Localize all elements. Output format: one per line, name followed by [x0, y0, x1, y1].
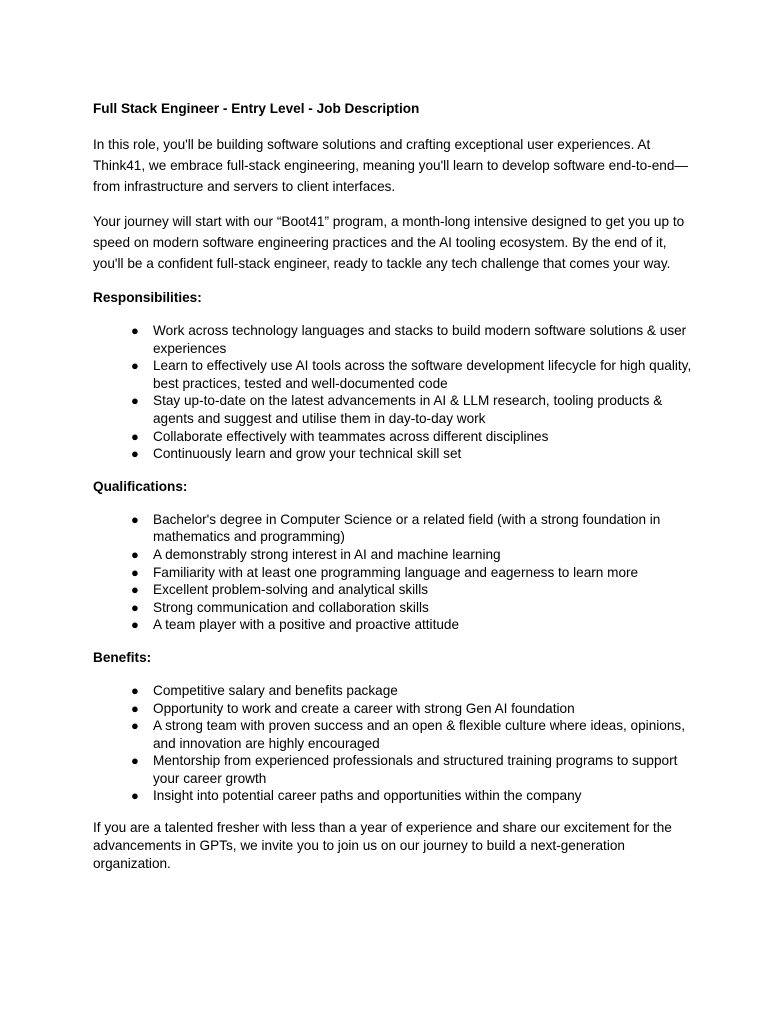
- document-page: [93, 99, 693, 887]
- closing-paragraph: If you are a talented fresher with less than a year of experience and share our excitement for the advancements in GPTs, we invite you to join us on our journey to build a next-generation organization.: [93, 820, 672, 872]
- list-item-text: Work across technology languages and stacks to build modern software solutions & user experiences: [153, 323, 687, 356]
- qualifications-heading: Qualifications:: [93, 478, 188, 494]
- bullet-icon: ●: [131, 582, 139, 598]
- list-item: [93, 599, 693, 617]
- bullet-icon: ●: [131, 511, 139, 527]
- bullet-icon: ●: [131, 753, 139, 769]
- list-item-text: A demonstrably strong interest in AI and machine learning: [153, 546, 501, 562]
- bullet-icon: ●: [131, 617, 139, 633]
- intro-paragraph-2: Your journey will start with our “Boot41” program, a month-long intensive designed to get you up to speed on modern software engineering practices and the AI tooling ecosystem. By the end of it, you'll be a confident full-stack engineer, ready to tackle any tech challenge that comes your way.: [93, 214, 685, 271]
- list-item-text: Strong communication and collaboration skills: [153, 599, 429, 615]
- benefits-list: [93, 682, 693, 805]
- bullet-icon: ●: [131, 393, 139, 409]
- bullet-icon: ●: [131, 546, 139, 562]
- list-item-text: A strong team with proven success and an open & flexible culture where ideas, opinions, and innovation are highly encouraged: [153, 718, 685, 751]
- qualifications-list: [93, 511, 693, 634]
- list-item-text: Familiarity with at least one programming language and eagerness to learn more: [153, 564, 639, 580]
- responsibilities-list: [93, 322, 693, 463]
- list-item: [93, 752, 693, 787]
- bullet-icon: ●: [131, 323, 139, 338]
- bullet-icon: ●: [131, 446, 139, 462]
- list-item-text: Collaborate effectively with teammates across different disciplines: [153, 428, 549, 444]
- list-item-text: A team player with a positive and proactive attitude: [153, 617, 460, 633]
- list-item: [93, 564, 693, 582]
- bullet-icon: ●: [131, 564, 139, 580]
- list-item-text: Stay up-to-date on the latest advancements in AI & LLM research, tooling products & agents and suggest and utilise them in day-to-day work: [153, 393, 663, 426]
- benefits-heading: Benefits:: [93, 649, 152, 665]
- bullet-icon: ●: [131, 788, 139, 804]
- list-item-text: Bachelor's degree in Computer Science or a related field (with a strong foundation in mathematics and programming): [153, 511, 661, 545]
- list-item: [93, 546, 693, 564]
- list-item: [93, 357, 693, 392]
- list-item: [93, 428, 693, 446]
- bullet-icon: ●: [131, 700, 139, 716]
- list-item-text: Opportunity to work and create a career with strong Gen AI foundation: [153, 700, 575, 716]
- list-item: [93, 787, 693, 805]
- list-item: [93, 511, 693, 546]
- responsibilities-heading: Responsibilities:: [93, 290, 202, 305]
- list-item: [93, 700, 693, 718]
- list-item: [93, 392, 693, 427]
- bullet-icon: ●: [131, 599, 139, 615]
- list-item: [93, 717, 693, 752]
- list-item-text: Excellent problem-solving and analytical skills: [153, 582, 429, 598]
- list-item: [93, 581, 693, 599]
- list-item: [93, 682, 693, 700]
- bullet-icon: ●: [131, 682, 139, 698]
- list-item-text: Competitive salary and benefits package: [153, 682, 398, 698]
- list-item-text: Mentorship from experienced professionals and structured training programs to support your career growth: [153, 753, 678, 786]
- bullet-icon: ●: [131, 718, 139, 734]
- list-item-text: Continuously learn and grow your technical skill set: [153, 446, 462, 462]
- list-item-text: Learn to effectively use AI tools across the software development lifecycle for high quality, best practices, tested and well-documented code: [153, 358, 692, 391]
- bullet-icon: ●: [131, 358, 139, 374]
- intro-paragraph-1: In this role, you'll be building software solutions and crafting exceptional user experiences. At Think41, we embrace full-stack engineering, meaning you'll learn to develop software end-to-end—from infrastructure and servers to client interfaces.: [93, 137, 689, 194]
- document-title: Full Stack Engineer - Entry Level - Job Description: [93, 101, 420, 116]
- list-item-text: Insight into potential career paths and opportunities within the company: [153, 788, 582, 804]
- bullet-icon: ●: [131, 428, 139, 444]
- list-item: [93, 322, 693, 357]
- list-item: [93, 616, 693, 634]
- list-item: [93, 445, 693, 463]
